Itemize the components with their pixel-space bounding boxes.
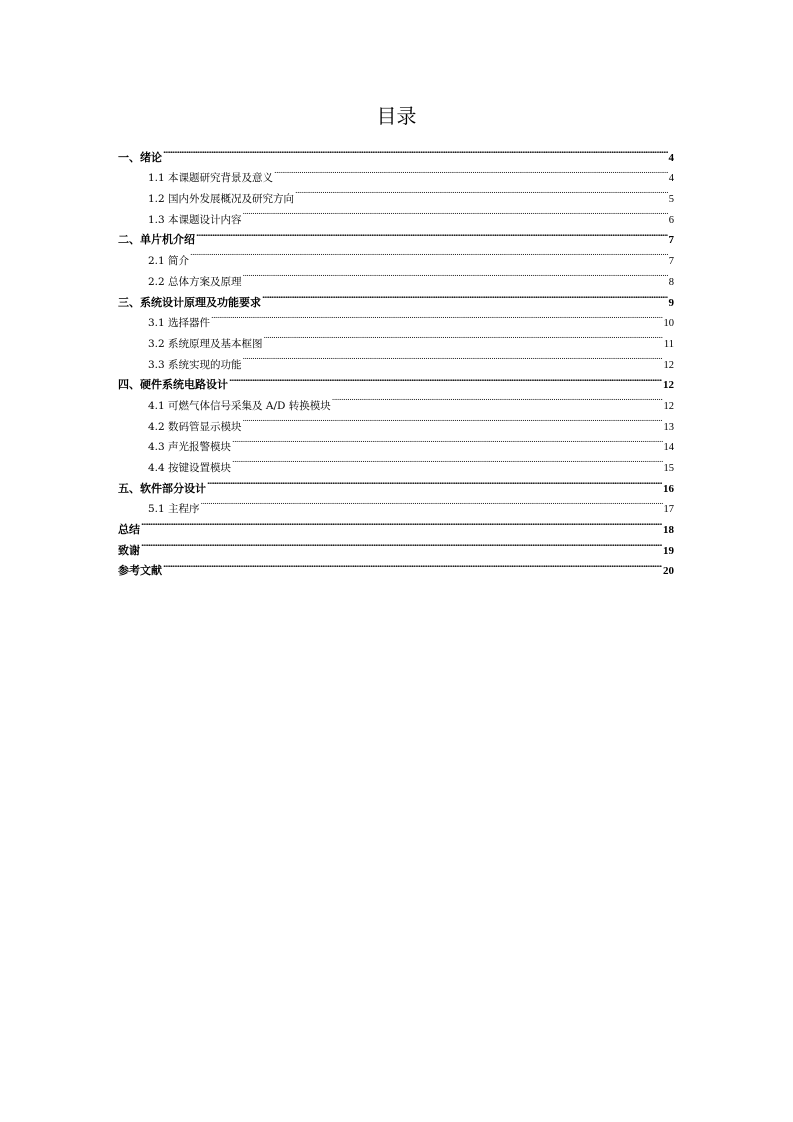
toc-leader-dots xyxy=(196,223,668,244)
toc-leader-dots xyxy=(141,533,662,554)
toc-entry-page-number: 4 xyxy=(668,151,674,164)
toc-entry-page-number: 6 xyxy=(668,214,674,226)
page-title: 目录 xyxy=(376,104,417,128)
toc-leader-dots xyxy=(163,554,662,575)
toc-entry-label: 3.3 系统实现的功能 xyxy=(148,358,242,371)
toc-entry-label: 4.4 按键设置模块 xyxy=(148,462,232,474)
toc-entry-label: 三、系统设计原理及功能要求 xyxy=(118,295,261,309)
toc-leader-dots xyxy=(141,512,662,533)
toc-entry-label: 二、单片机介绍 xyxy=(118,233,195,247)
toc-entry-page-number: 4 xyxy=(668,173,674,185)
toc-entry-label: 5.1 主程序 xyxy=(148,503,200,516)
table-of-contents xyxy=(118,140,674,578)
toc-entry-page-number: 12 xyxy=(663,379,674,392)
toc-entry-page-number: 8 xyxy=(668,276,674,288)
toc-entry-label: 总结 xyxy=(118,523,140,537)
toc-entry-page-number: 14 xyxy=(663,442,674,454)
toc-entry-page-number: 20 xyxy=(663,565,674,578)
toc-entry[interactable] xyxy=(118,140,674,164)
toc-entry-page-number: 18 xyxy=(663,524,674,537)
toc-entry-page-number: 17 xyxy=(663,504,674,516)
toc-entry[interactable] xyxy=(118,223,674,247)
toc-entry[interactable] xyxy=(118,243,674,268)
toc-entry-page-number: 7 xyxy=(668,234,674,247)
toc-leader-dots xyxy=(332,388,663,409)
toc-entry-label: 4.2 数码管显示模块 xyxy=(148,420,242,433)
toc-entry[interactable] xyxy=(118,161,674,185)
toc-entry-page-number: 13 xyxy=(663,421,674,433)
toc-entry-label: 1.1 本课题研究背景及意义 xyxy=(148,172,274,185)
toc-entry-label: 致谢 xyxy=(118,543,140,557)
toc-entry-label: 4.1 可燃气体信号采集及 A/D 转换模块 xyxy=(148,399,331,412)
toc-entry-label: 参考文献 xyxy=(118,564,162,578)
toc-entry-label: 2.2 总体方案及原理 xyxy=(148,275,242,288)
toc-entry-label: 3.1 选择器件 xyxy=(148,317,211,330)
toc-leader-dots xyxy=(243,409,663,430)
toc-entry-label: 2.1 简介 xyxy=(148,255,190,268)
toc-entry-page-number: 11 xyxy=(663,338,674,350)
toc-entry-page-number: 10 xyxy=(663,318,674,330)
toc-entry-label: 五、软件部分设计 xyxy=(118,481,206,495)
toc-entry-page-number: 7 xyxy=(668,256,674,268)
toc-entry-page-number: 16 xyxy=(663,482,674,495)
toc-entry-page-number: 12 xyxy=(663,400,674,412)
toc-leader-dots xyxy=(264,326,663,347)
toc-leader-dots xyxy=(232,430,662,451)
toc-entry-page-number: 12 xyxy=(663,359,674,371)
toc-entry[interactable] xyxy=(118,492,674,516)
toc-leader-dots xyxy=(243,264,668,285)
toc-leader-dots xyxy=(243,347,663,368)
toc-entry-page-number: 15 xyxy=(663,463,674,474)
toc-leader-dots xyxy=(232,450,662,471)
toc-leader-dots xyxy=(262,285,668,306)
toc-entry[interactable] xyxy=(118,264,674,288)
toc-entry-page-number: 5 xyxy=(668,194,674,206)
toc-entry-page-number: 9 xyxy=(668,296,674,309)
toc-entry[interactable] xyxy=(118,554,674,578)
toc-entry-page-number: 19 xyxy=(663,544,674,557)
toc-entry-label: 3.2 系统原理及基本框图 xyxy=(148,337,263,350)
toc-entry-label: 1.2 国内外发展概况及研究方向 xyxy=(148,193,295,206)
toc-leader-dots xyxy=(163,140,668,161)
toc-leader-dots xyxy=(201,492,663,513)
toc-entry-label: 1.3 本课题设计内容 xyxy=(148,213,242,226)
toc-entry-label: 4.3 声光报警模块 xyxy=(148,441,232,454)
toc-entry-label: 四、硬件系统电路设计 xyxy=(118,378,228,392)
toc-entry[interactable] xyxy=(118,512,674,537)
toc-leader-dots xyxy=(207,471,662,492)
toc-entry[interactable] xyxy=(118,533,674,557)
toc-leader-dots xyxy=(243,202,668,223)
toc-leader-dots xyxy=(274,161,668,182)
toc-leader-dots xyxy=(229,368,662,389)
toc-entry-label: 一、绪论 xyxy=(118,150,162,164)
toc-leader-dots xyxy=(190,243,668,264)
toc-leader-dots xyxy=(211,306,662,327)
toc-leader-dots xyxy=(295,181,668,202)
